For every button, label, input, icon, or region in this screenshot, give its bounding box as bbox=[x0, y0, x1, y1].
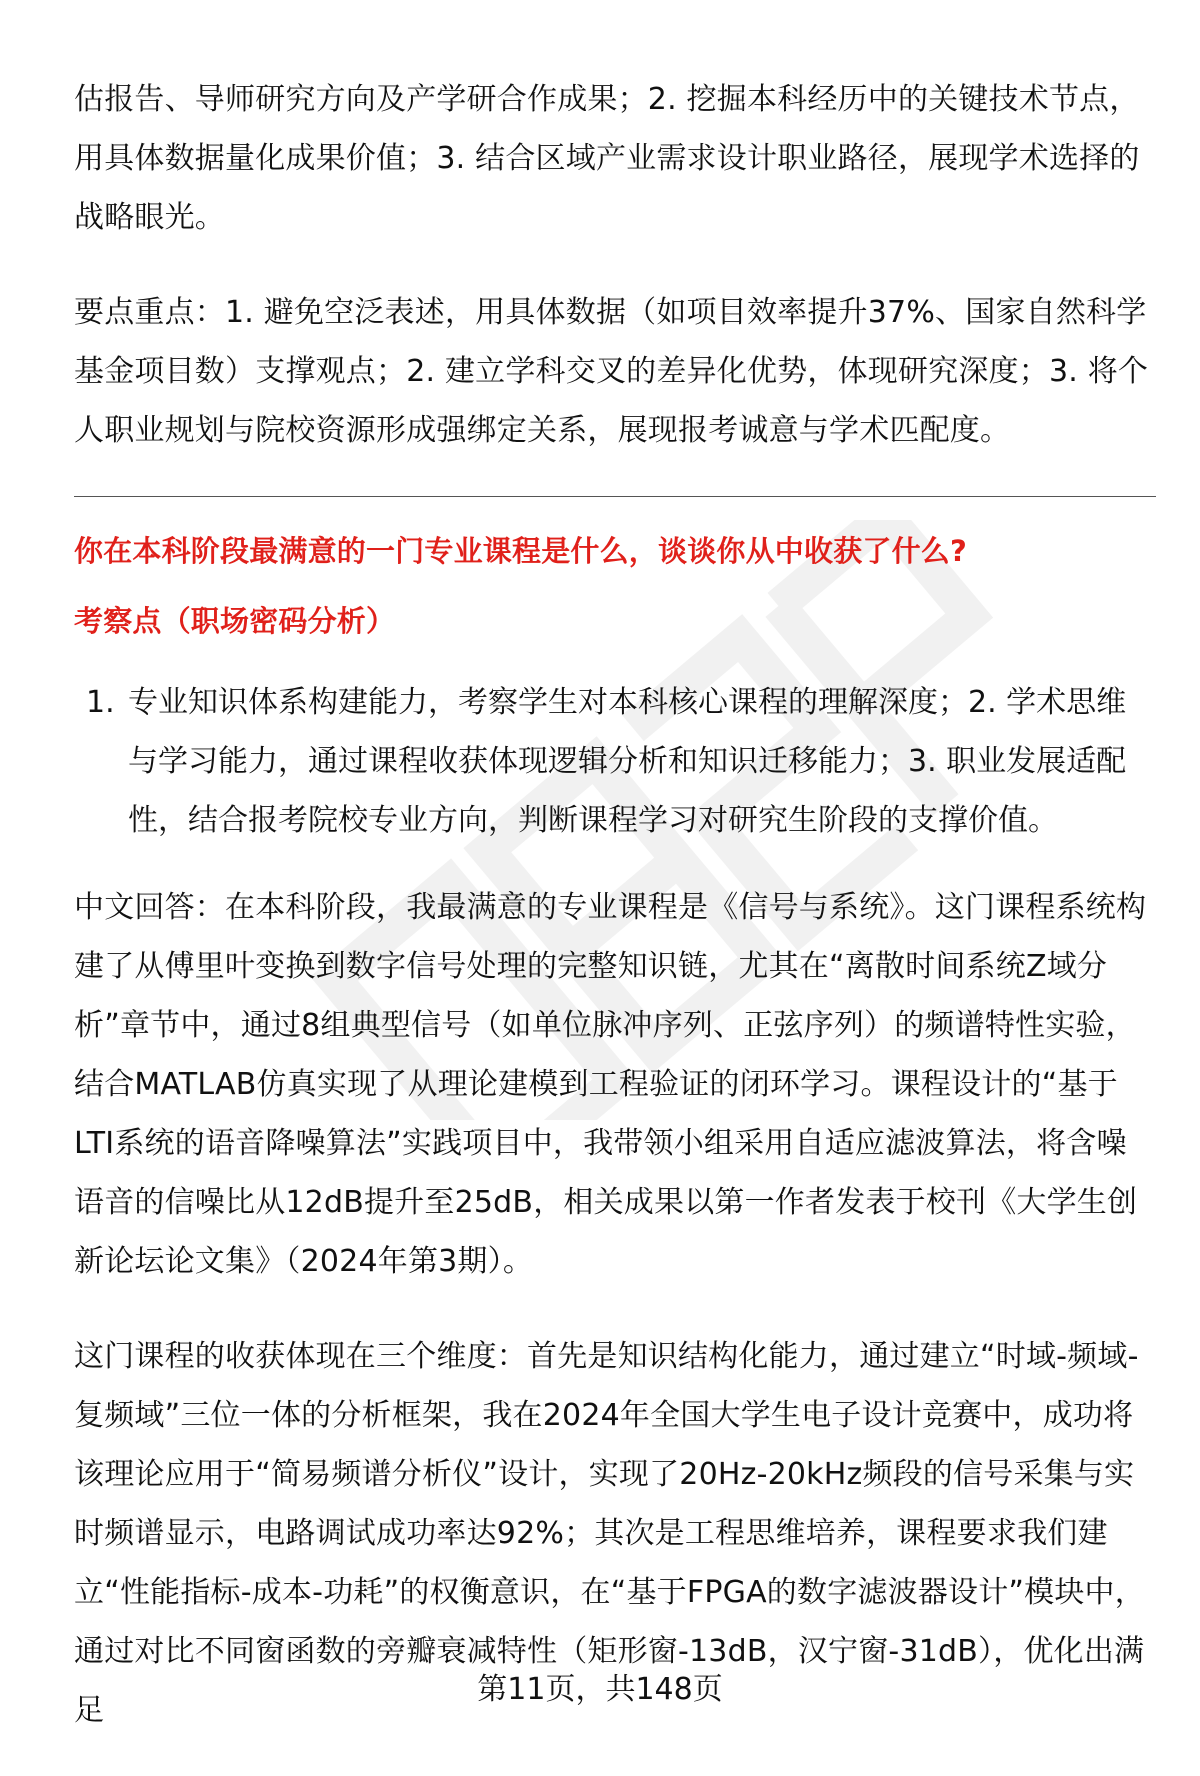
paragraph-key-points: 要点重点：1. 避免空泛表述，用具体数据（如项目效率提升37%、国家自然科学基金项目数）支撑观点；2. 建立学科交叉的差异化优势，体现研究深度；3. 将个人职业规划与院校资源形成强绑定关系，展现报考诚意与学术匹配度。 bbox=[74, 295, 1149, 448]
answer-paragraph-1: 中文回答：在本科阶段，我最满意的专业课程是《信号与系统》。这门课程系统构建了从傅里叶变换到数字信号处理的完整知识链，尤其在“离散时间系统Z域分析”章节中，通过8组典型信号（如单位脉冲序列、正弦序列）的频谱特性实验，结合MATLAB仿真实现了从理论建模到工程验证的闭环学习。课程设计的“基于LTI系统的语音降噪算法”实践项目中，我带领小组采用自适应滤波算法，将含噪语音的信噪比从12dB提升至25dB，相关成果以第一作者发表于校刊《大学生创新论坛论文集》（2024年第3期）。 bbox=[74, 890, 1147, 1279]
question-heading: 你在本科阶段最满意的一门专业课程是什么，谈谈你从中收获了什么? bbox=[74, 534, 968, 568]
kaocha-heading: 考察点（职场密码分析） bbox=[74, 604, 396, 638]
page-footer: 第11页，共148页 bbox=[477, 1672, 723, 1707]
list-item-text: 专业知识体系构建能力，考察学生对本科核心课程的理解深度；2. 学术思维与学习能力，通过课程收获体现逻辑分析和知识迁移能力；3. 职业发展适配性，结合报考院校专业方向，判断课程学习对研究生阶段的支撑价值。 bbox=[128, 685, 1127, 838]
paragraph-continuation: 估报告、导师研究方向及产学研合作成果；2. 挖掘本科经历中的关键技术节点，用具体数据量化成果价值；3. 结合区域产业需求设计职业路径，展现学术选择的战略眼光。 bbox=[74, 82, 1140, 235]
list-item-number: 1. bbox=[86, 685, 115, 720]
section-divider bbox=[74, 496, 1156, 497]
answer-paragraph-2: 这门课程的收获体现在三个维度：首先是知识结构化能力，通过建立“时域-频域-复频域”三位一体的分析框架，我在2024年全国大学生电子设计竞赛中，成功将该理论应用于“简易频谱分析仪”设计，实现了20Hz-20kHz频段的信号采集与实时频谱显示，电路调试成功率达92%；其次是工程思维培养，课程要求我们建立“性能指标-成本-功耗”的权衡意识，在“基于FPGA的数字滤波器设计”模块中，通过对比不同窗函数的旁瓣衰减特性（矩形窗-13dB，汉宁窗-31dB），优化出满足 bbox=[74, 1339, 1145, 1728]
kaocha-list bbox=[74, 673, 1156, 850]
main-content bbox=[74, 70, 1156, 1776]
list-item bbox=[74, 673, 1156, 850]
